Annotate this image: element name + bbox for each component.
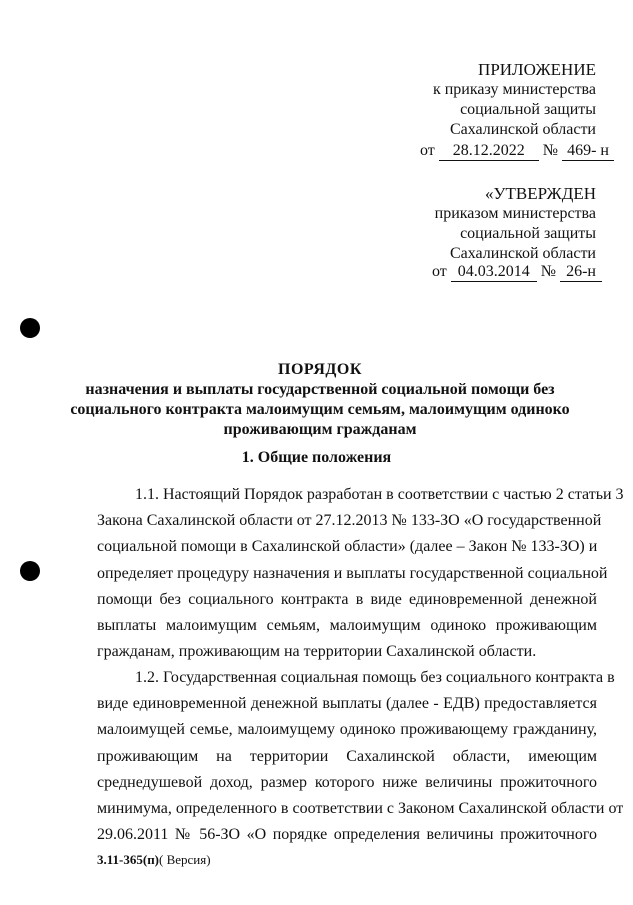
text-line: минимума, определенного в соответствии с Законом Сахалинской области от [97,799,624,817]
date-prefix: от [432,263,447,280]
text-line: определяет процедуру назначения и выплаты государственной социальной [97,564,608,582]
appendix-line: Сахалинской области [449,121,596,138]
approved-date: 04.03.2014 [451,263,537,282]
approved-date-row [432,263,602,282]
form-code: 3.11-365(п) [97,852,160,867]
text-line: проживающим на территории Сахалинской области, имеющим [97,747,597,765]
document-subtitle [60,380,580,440]
text-line: 29.06.2011 № 56-ЗО «О порядке определения величины прожиточного [97,826,597,844]
text-line: среднедушевой доход, размер которого ниже величины прожиточного [97,773,597,791]
section-heading: 1. Общие положения [241,449,392,466]
subtitle-line: социального контракта малоимущим семьям, малоимущим одиноко [70,401,570,418]
text-line: помощи без социального контракта в виде единовременной денежной [97,590,597,608]
approved-line: Сахалинской области [449,245,596,262]
appendix-date: 28.12.2022 [439,142,539,161]
text-line: Закона Сахалинской области от 27.12.2013 № 133-ЗО «О государственной [97,512,602,530]
paragraph-1-2 [97,665,624,848]
document-title: ПОРЯДОК [278,361,362,378]
punch-hole-top [20,318,40,338]
form-version: ( Версия) [159,852,211,867]
text-line: виде единовременной денежной выплаты (далее - ЕДВ) предоставляется [97,695,597,713]
text-line: социальной помощи в Сахалинской области» (далее – Закон № 133-ЗО) и [97,538,598,556]
text-line: гражданам, проживающим на территории Сахалинской области. [97,643,537,661]
appendix-number: 469- н [562,142,614,161]
text-line: 1.1. Настоящий Порядок разработан в соответствии с частью 2 статьи 3 [135,486,624,503]
appendix-line: социальной защиты [460,101,596,118]
number-prefix: № [542,142,559,159]
approved-header [435,184,596,264]
number-prefix: № [540,263,557,280]
approved-title: «УТВЕРЖДЕН [485,184,596,203]
subtitle-line: проживающим гражданам [223,421,417,438]
approved-number: 26-н [560,263,602,282]
text-line: малоимущей семье, малоимущему одиноко проживающему гражданину, [97,721,597,739]
appendix-header [433,60,596,140]
appendix-date-row [420,142,614,161]
text-line: 1.2. Государственная социальная помощь без социального контракта в [135,669,615,686]
footer [97,852,211,868]
approved-line: приказом министерства [434,205,596,222]
appendix-line: к приказу министерства [432,81,596,98]
subtitle-line: назначения и выплаты государственной социальной помощи без [85,381,555,398]
appendix-title: ПРИЛОЖЕНИЕ [478,60,596,79]
date-prefix: от [420,142,435,159]
approved-line: социальной защиты [460,225,596,242]
paragraph-1-1 [97,482,624,665]
text-line: выплаты малоимущим семьям, малоимущим одиноко проживающим [97,616,597,634]
punch-hole-bottom [20,561,40,581]
